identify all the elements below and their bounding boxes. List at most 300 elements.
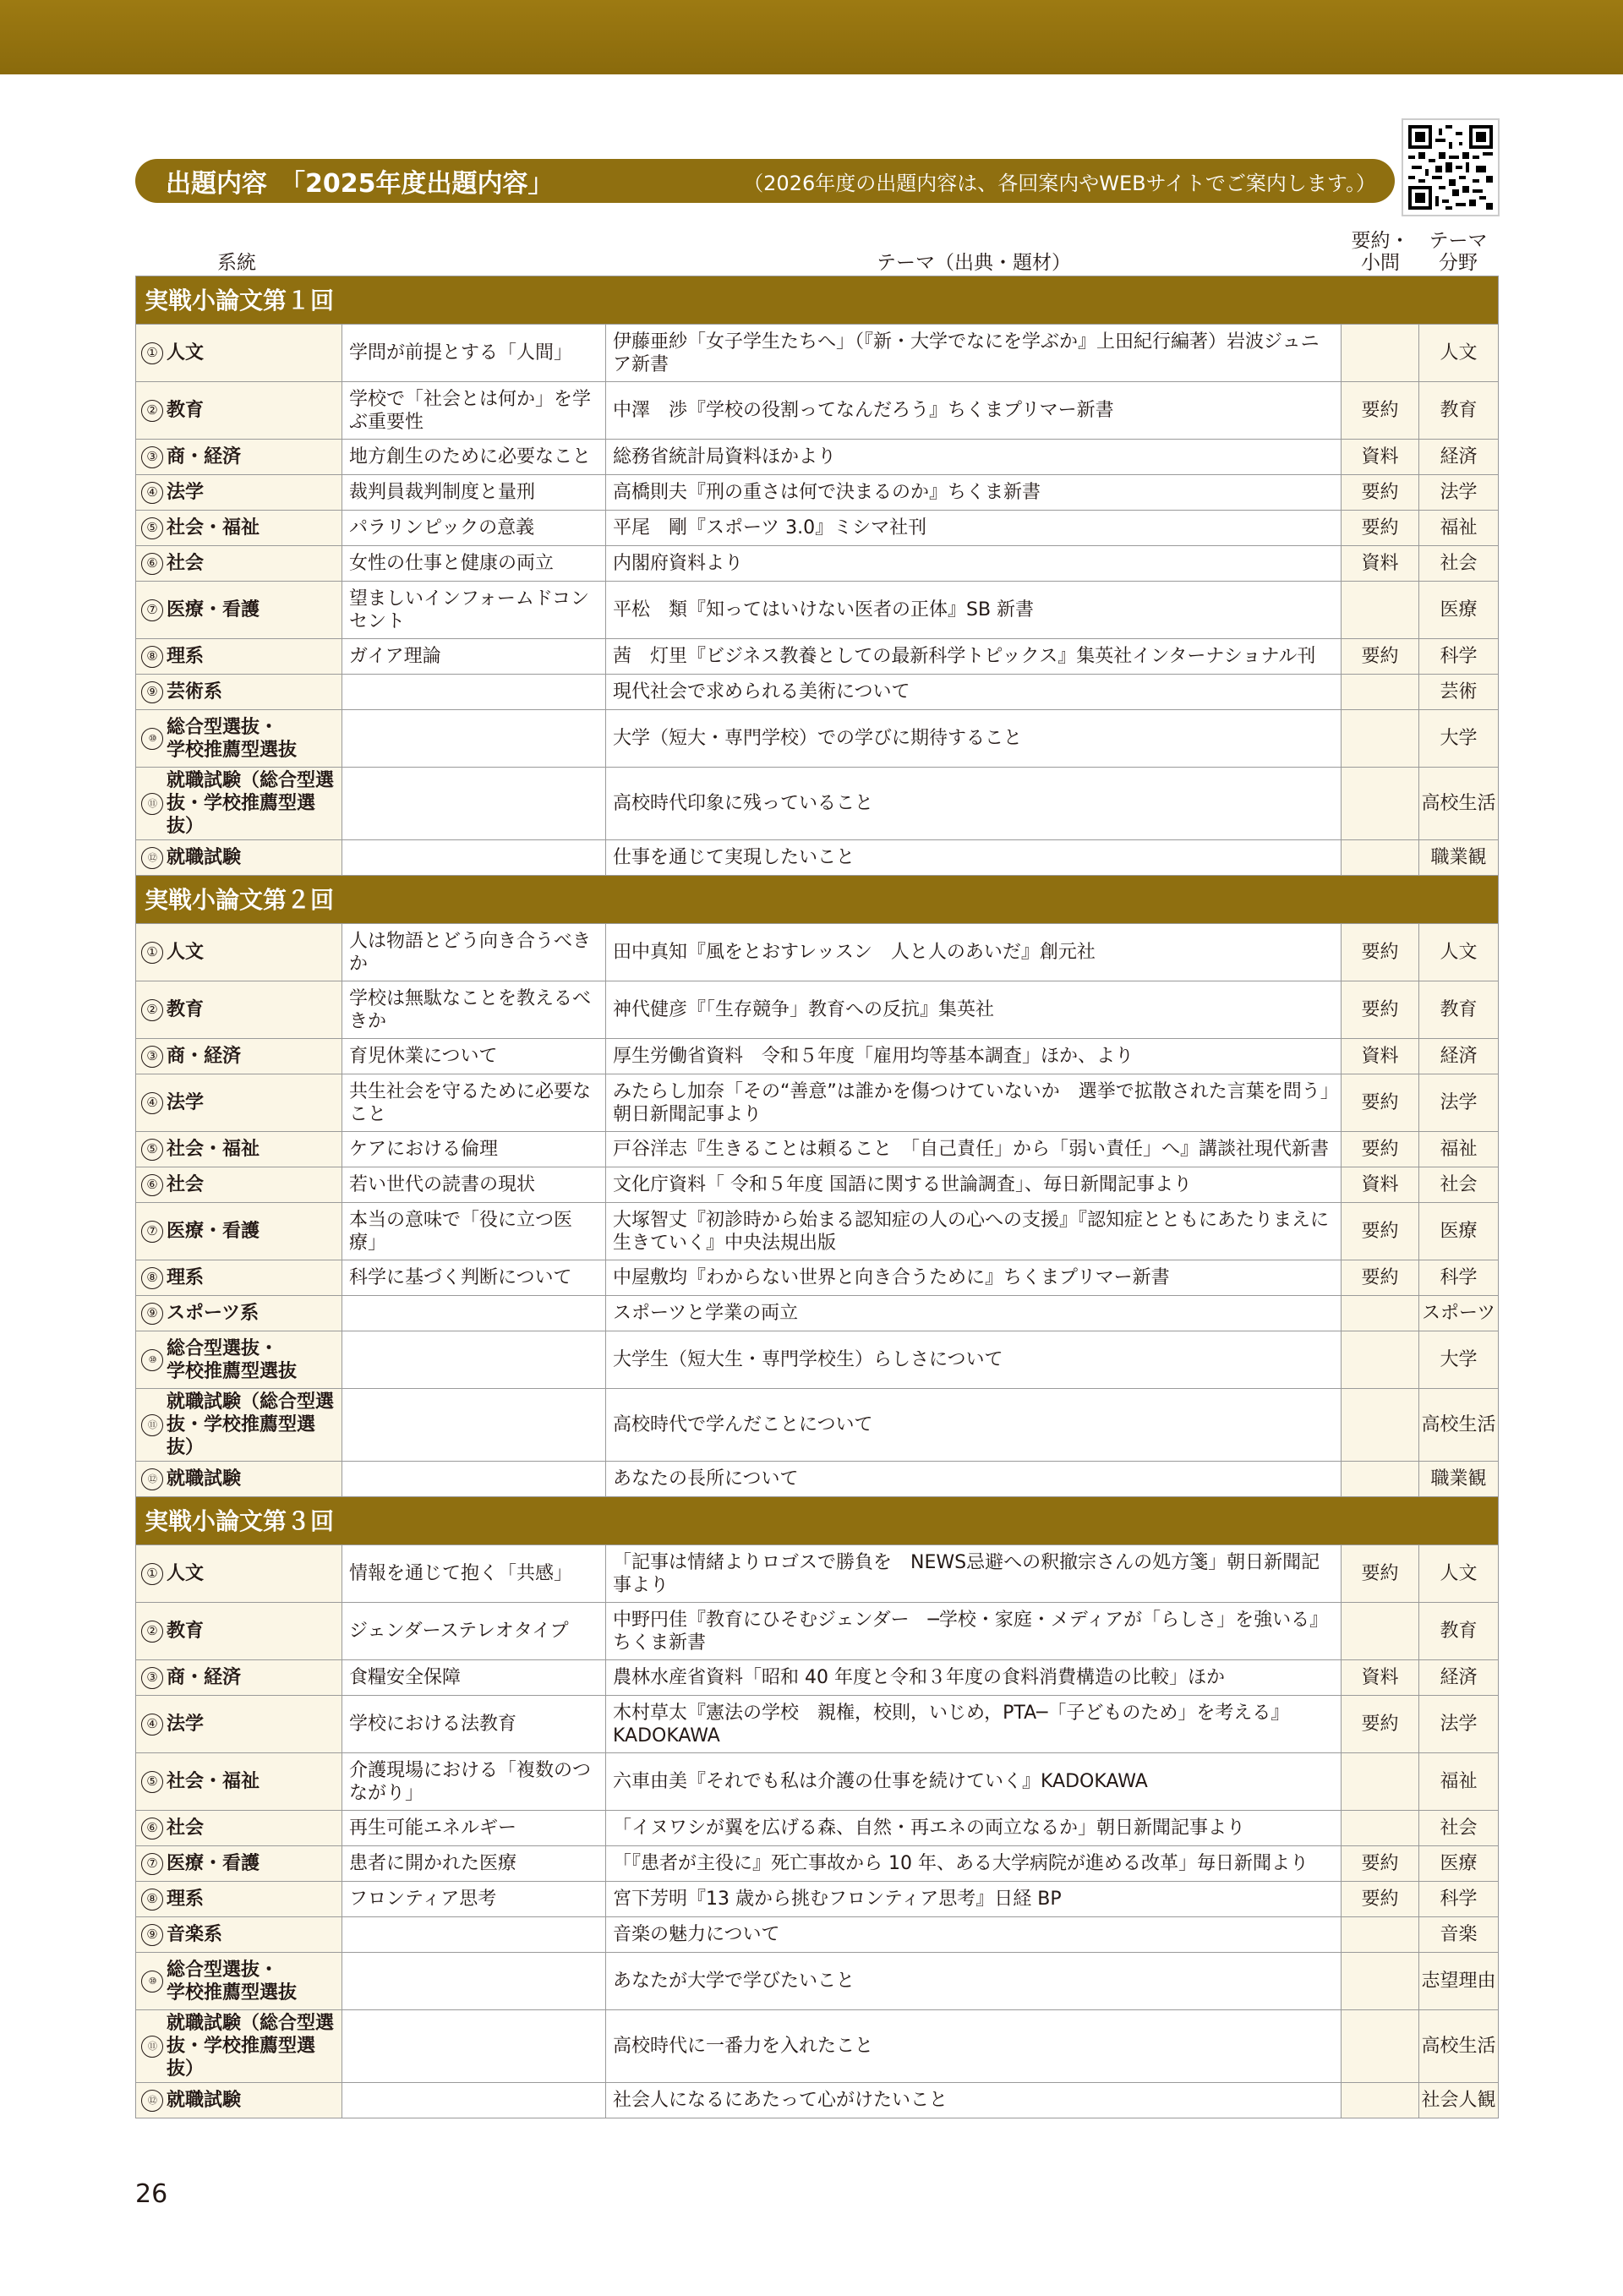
table-row: [136, 1331, 1499, 1389]
question-type-cell: [1342, 1462, 1419, 1497]
subtopic-cell: [342, 1331, 606, 1389]
table-row: [136, 1389, 1499, 1462]
question-type-cell: 要約: [1342, 1696, 1419, 1753]
question-type-cell: 要約: [1342, 1203, 1419, 1260]
table-row: [136, 382, 1499, 440]
subtopic-cell: 望ましいインフォームドコンセント: [342, 582, 606, 639]
subtopic-cell: 再生可能エネルギー: [342, 1811, 606, 1846]
theme-source-cell: 高校時代印象に残っていること: [606, 768, 1342, 840]
theme-field-cell: 社会: [1419, 1811, 1499, 1846]
table-row: [136, 1696, 1499, 1753]
subtopic-cell: 患者に開かれた医療: [342, 1846, 606, 1882]
theme-field-cell: 福祉: [1419, 1753, 1499, 1811]
table-row: [136, 840, 1499, 876]
subtopic-cell: 若い世代の読書の現状: [342, 1167, 606, 1203]
table-row: [136, 582, 1499, 639]
category-cell: [136, 710, 342, 768]
theme-field-cell: 医療: [1419, 1203, 1499, 1260]
category-cell: [136, 1953, 342, 2010]
page-note: （2026年度の出題内容は、各回案内やWEBサイトでご案内します。）: [743, 171, 1376, 195]
row-number-badge: ⑤: [141, 1771, 163, 1793]
page-number: 26: [135, 2179, 168, 2209]
theme-field-cell: 職業観: [1419, 1462, 1499, 1497]
category-cell: [136, 1331, 342, 1389]
subtopic-cell: 本当の意味で「役に立つ医療」: [342, 1203, 606, 1260]
theme-source-cell: 農林水産省資料「昭和 40 年度と令和３年度の食料消費構造の比較」ほか: [606, 1660, 1342, 1696]
theme-field-cell: 職業観: [1419, 840, 1499, 876]
question-type-cell: [1342, 582, 1419, 639]
question-type-cell: 要約: [1342, 1132, 1419, 1167]
theme-source-cell: 平尾 剛『スポーツ 3.0』ミシマ社刊: [606, 511, 1342, 546]
row-number-badge: ⑫: [141, 847, 163, 869]
category-cell: [136, 1660, 342, 1696]
category-label: 商・経済: [167, 1667, 242, 1688]
category-cell: [136, 2083, 342, 2118]
question-type-cell: [1342, 1753, 1419, 1811]
table-row: [136, 1953, 1499, 2010]
category-label: 芸術系: [167, 681, 223, 702]
category-label: 教育: [167, 1621, 205, 1642]
table-row: [136, 1882, 1499, 1917]
theme-field-cell: 高校生活: [1419, 1389, 1499, 1462]
subtopic-cell: 学校は無駄なことを教えるべきか: [342, 981, 606, 1039]
theme-source-cell: 高橋則夫『刑の重さは何で決まるのか』ちくま新書: [606, 475, 1342, 511]
category-cell: [136, 1260, 342, 1296]
question-type-cell: 要約: [1342, 1545, 1419, 1603]
category-label: 総合型選抜・ 学校推薦型選抜: [167, 1959, 298, 2004]
subtopic-cell: 地方創生のために必要なこと: [342, 440, 606, 475]
top-color-band: [0, 0, 1623, 74]
row-number-badge: ⑩: [141, 1971, 163, 1993]
question-type-cell: [1342, 2083, 1419, 2118]
theme-field-cell: スポーツ: [1419, 1296, 1499, 1331]
subtopic-cell: 人は物語とどう向き合うべきか: [342, 924, 606, 981]
question-type-cell: [1342, 840, 1419, 876]
theme-field-cell: 科学: [1419, 639, 1499, 675]
theme-field-cell: 教育: [1419, 1603, 1499, 1660]
theme-source-cell: 「イヌワシが翼を広げる森、自然・再エネの両立なるか」朝日新聞記事より: [606, 1811, 1342, 1846]
category-label: 人文: [167, 1563, 205, 1584]
row-number-badge: ⑩: [141, 1349, 163, 1371]
row-number-badge: ②: [141, 1621, 163, 1643]
theme-source-cell: 厚生労働省資料 令和５年度「雇用均等基本調査」ほか、より: [606, 1039, 1342, 1074]
row-number-badge: ⑦: [141, 1221, 163, 1243]
question-type-cell: [1342, 1811, 1419, 1846]
table-row: [136, 1462, 1499, 1497]
theme-source-cell: 中野円佳『教育にひそむジェンダー ─学校・家庭・メディアが「らしさ」を強いる』ちくま新書: [606, 1603, 1342, 1660]
category-label: スポーツ系: [167, 1303, 260, 1324]
question-type-cell: 要約: [1342, 1074, 1419, 1132]
category-label: 音楽系: [167, 1924, 223, 1945]
subtopic-cell: 裁判員裁判制度と量刑: [342, 475, 606, 511]
theme-field-cell: 福祉: [1419, 1132, 1499, 1167]
category-cell: [136, 1132, 342, 1167]
theme-field-cell: 科学: [1419, 1882, 1499, 1917]
table-row: [136, 1203, 1499, 1260]
category-label: 理系: [167, 646, 205, 667]
category-cell: [136, 546, 342, 582]
theme-source-cell: 「記事は情緒よりロゴスで勝負を NEWS忌避への釈撤宗さんの処方箋」朝日新聞記事より: [606, 1545, 1342, 1603]
theme-field-cell: 法学: [1419, 1074, 1499, 1132]
row-number-badge: ①: [141, 342, 163, 364]
subtopic-cell: [342, 2083, 606, 2118]
row-number-badge: ⑥: [141, 1174, 163, 1196]
column-header-field: [1418, 227, 1498, 274]
theme-source-cell: 大学（短大・専門学校）での学びに期待すること: [606, 710, 1342, 768]
category-cell: [136, 511, 342, 546]
theme-source-cell: 六車由美『それでも私は介護の仕事を続けていく』KADOKAWA: [606, 1753, 1342, 1811]
theme-source-cell: 戸谷洋志『生きることは頼ること 「自己責任」から「弱い責任」へ』講談社現代新書: [606, 1132, 1342, 1167]
theme-source-cell: 大学生（短大生・専門学校生）らしさについて: [606, 1331, 1342, 1389]
category-cell: [136, 924, 342, 981]
question-type-cell: [1342, 768, 1419, 840]
category-label: 理系: [167, 1889, 205, 1910]
theme-source-cell: スポーツと学業の両立: [606, 1296, 1342, 1331]
column-header-field-label: テーマ 分野: [1429, 230, 1488, 274]
category-cell: [136, 1039, 342, 1074]
table-row: [136, 710, 1499, 768]
category-cell: [136, 1203, 342, 1260]
category-cell: [136, 582, 342, 639]
subtopic-cell: 情報を通じて抱く「共感」: [342, 1545, 606, 1603]
column-header-system-label: 系統: [217, 252, 256, 274]
table-row: [136, 1811, 1499, 1846]
theme-source-cell: 神代健彦『「生存競争」教育への反抗』集英社: [606, 981, 1342, 1039]
theme-field-cell: 大学: [1419, 1331, 1499, 1389]
subtopic-cell: 食糧安全保障: [342, 1660, 606, 1696]
table-row: [136, 475, 1499, 511]
section-title: 実戦小論文第１回: [136, 276, 1499, 325]
table-row: [136, 1132, 1499, 1167]
theme-field-cell: 人文: [1419, 1545, 1499, 1603]
subtopic-cell: [342, 2010, 606, 2083]
subtopic-cell: 学校で「社会とは何か」を学ぶ重要性: [342, 382, 606, 440]
theme-field-cell: 経済: [1419, 1039, 1499, 1074]
category-cell: [136, 1074, 342, 1132]
category-cell: [136, 981, 342, 1039]
row-number-badge: ⑪: [141, 2036, 163, 2058]
row-number-badge: ⑤: [141, 517, 163, 539]
category-cell: [136, 440, 342, 475]
row-number-badge: ⑧: [141, 1267, 163, 1289]
row-number-badge: ④: [141, 1092, 163, 1114]
row-number-badge: ⑫: [141, 1468, 163, 1490]
category-label: 法学: [167, 482, 205, 503]
category-label: 社会: [167, 553, 205, 574]
category-cell: [136, 1603, 342, 1660]
section-header-row: [136, 1497, 1499, 1545]
row-number-badge: ⑫: [141, 2090, 163, 2112]
theme-field-cell: 人文: [1419, 924, 1499, 981]
category-label: 人文: [167, 942, 205, 963]
question-type-cell: 要約: [1342, 475, 1419, 511]
category-cell: [136, 1696, 342, 1753]
theme-source-cell: 大塚智丈『初診時から始まる認知症の人の心への支援』『認知症とともにあたりまえに生きていく』中央法規出版: [606, 1203, 1342, 1260]
table-row: [136, 1917, 1499, 1953]
table-row: [136, 440, 1499, 475]
column-header-theme-label: テーマ（出典・題材）: [877, 252, 1071, 274]
exam-content-table: [135, 276, 1499, 2118]
section-title: 実戦小論文第２回: [136, 876, 1499, 924]
category-cell: [136, 1545, 342, 1603]
table-row: [136, 981, 1499, 1039]
question-type-cell: [1342, 1389, 1419, 1462]
table-row: [136, 2010, 1499, 2083]
question-type-cell: 資料: [1342, 440, 1419, 475]
question-type-cell: 資料: [1342, 1660, 1419, 1696]
category-cell: [136, 639, 342, 675]
theme-source-cell: 宮下芳明『13 歳から挑むフロンティア思考』日経 BP: [606, 1882, 1342, 1917]
category-cell: [136, 1389, 342, 1462]
category-cell: [136, 1811, 342, 1846]
theme-field-cell: 高校生活: [1419, 768, 1499, 840]
row-number-badge: ⑪: [141, 1414, 163, 1436]
question-type-cell: [1342, 710, 1419, 768]
category-cell: [136, 768, 342, 840]
question-type-cell: 要約: [1342, 639, 1419, 675]
table-row: [136, 1296, 1499, 1331]
row-number-badge: ①: [141, 942, 163, 964]
row-number-badge: ⑦: [141, 1853, 163, 1875]
category-cell: [136, 1917, 342, 1953]
category-label: 社会: [167, 1174, 205, 1195]
row-number-badge: ⑨: [141, 1924, 163, 1946]
category-cell: [136, 1296, 342, 1331]
row-number-badge: ⑪: [141, 793, 163, 815]
row-number-badge: ⑥: [141, 1818, 163, 1840]
question-type-cell: [1342, 675, 1419, 710]
row-number-badge: ⑨: [141, 1303, 163, 1325]
theme-field-cell: 教育: [1419, 382, 1499, 440]
theme-field-cell: 志望理由: [1419, 1953, 1499, 2010]
question-type-cell: [1342, 2010, 1419, 2083]
table-row: [136, 1167, 1499, 1203]
category-label: 社会: [167, 1818, 205, 1839]
theme-source-cell: 中澤 渉『学校の役割ってなんだろう』ちくまプリマー新書: [606, 382, 1342, 440]
theme-field-cell: 教育: [1419, 981, 1499, 1039]
page-title: 出題内容 「2025年度出題内容」: [166, 169, 554, 199]
table-row: [136, 546, 1499, 582]
question-type-cell: [1342, 1603, 1419, 1660]
theme-source-cell: 伊藤亜紗「女子学生たちへ」（『新・大学でなにを学ぶか』上田紀行編著）岩波ジュニア新書: [606, 325, 1342, 382]
category-label: 商・経済: [167, 1046, 242, 1067]
table-row: [136, 768, 1499, 840]
subtopic-cell: ケアにおける倫理: [342, 1132, 606, 1167]
qr-code-icon[interactable]: [1402, 118, 1500, 216]
subtopic-cell: [342, 1917, 606, 1953]
row-number-badge: ⑨: [141, 681, 163, 703]
section-heading-bar: [135, 159, 1395, 203]
theme-source-cell: 音楽の魅力について: [606, 1917, 1342, 1953]
question-type-cell: [1342, 325, 1419, 382]
theme-source-cell: あなたが大学で学びたいこと: [606, 1953, 1342, 2010]
table-row: [136, 1545, 1499, 1603]
table-row: [136, 639, 1499, 675]
theme-source-cell: 中屋敷均『わからない世界と向き合うために』ちくまプリマー新書: [606, 1260, 1342, 1296]
category-label: 社会・福祉: [167, 517, 260, 538]
subtopic-cell: [342, 710, 606, 768]
category-label: 総合型選抜・ 学校推薦型選抜: [167, 1337, 298, 1382]
question-type-cell: 資料: [1342, 1167, 1419, 1203]
theme-source-cell: 高校時代で学んだことについて: [606, 1389, 1342, 1462]
category-cell: [136, 1462, 342, 1497]
table-row: [136, 1074, 1499, 1132]
subtopic-cell: [342, 675, 606, 710]
question-type-cell: 要約: [1342, 511, 1419, 546]
question-type-cell: [1342, 1953, 1419, 2010]
category-label: 医療・看護: [167, 599, 260, 620]
row-number-badge: ⑧: [141, 646, 163, 668]
theme-source-cell: 高校時代に一番力を入れたこと: [606, 2010, 1342, 2083]
table-row: [136, 1039, 1499, 1074]
theme-field-cell: 高校生活: [1419, 2010, 1499, 2083]
category-cell: [136, 1882, 342, 1917]
subtopic-cell: 育児休業について: [342, 1039, 606, 1074]
subtopic-cell: 学校における法教育: [342, 1696, 606, 1753]
subtopic-cell: [342, 1462, 606, 1497]
theme-source-cell: 田中真知『風をとおすレッスン 人と人のあいだ』創元社: [606, 924, 1342, 981]
column-header-theme: [602, 227, 1346, 274]
subtopic-cell: 学問が前提とする「人間」: [342, 325, 606, 382]
category-cell: [136, 2010, 342, 2083]
row-number-badge: ⑩: [141, 728, 163, 750]
table-row: [136, 1660, 1499, 1696]
section-title: 実戦小論文第３回: [136, 1497, 1499, 1545]
section-header-row: [136, 876, 1499, 924]
row-number-badge: ①: [141, 1563, 163, 1585]
theme-source-cell: あなたの長所について: [606, 1462, 1342, 1497]
question-type-cell: 要約: [1342, 1882, 1419, 1917]
table-row: [136, 675, 1499, 710]
theme-field-cell: 法学: [1419, 1696, 1499, 1753]
question-type-cell: 要約: [1342, 1260, 1419, 1296]
category-cell: [136, 1846, 342, 1882]
subtopic-cell: [342, 768, 606, 840]
row-number-badge: ⑥: [141, 553, 163, 575]
category-cell: [136, 1167, 342, 1203]
row-number-badge: ②: [141, 400, 163, 422]
table-row: [136, 1846, 1499, 1882]
table-row: [136, 924, 1499, 981]
theme-field-cell: 経済: [1419, 1660, 1499, 1696]
column-header-type: [1342, 227, 1418, 274]
theme-field-cell: 法学: [1419, 475, 1499, 511]
category-label: 医療・看護: [167, 1221, 260, 1242]
subtopic-cell: パラリンピックの意義: [342, 511, 606, 546]
row-number-badge: ③: [141, 1667, 163, 1689]
category-label: 教育: [167, 400, 205, 421]
table-row: [136, 2083, 1499, 2118]
theme-source-cell: 現代社会で求められる美術について: [606, 675, 1342, 710]
theme-source-cell: 文化庁資料「 令和５年度 国語に関する世論調査」、毎日新聞記事より: [606, 1167, 1342, 1203]
question-type-cell: [1342, 1296, 1419, 1331]
subtopic-cell: [342, 1389, 606, 1462]
question-type-cell: 資料: [1342, 546, 1419, 582]
theme-field-cell: 芸術: [1419, 675, 1499, 710]
theme-source-cell: 平松 類『知ってはいけない医者の正体』SB 新書: [606, 582, 1342, 639]
theme-field-cell: 福祉: [1419, 511, 1499, 546]
category-label: 法学: [167, 1092, 205, 1113]
subtopic-cell: フロンティア思考: [342, 1882, 606, 1917]
category-label: 商・経済: [167, 446, 242, 467]
category-cell: [136, 325, 342, 382]
table-row: [136, 1260, 1499, 1296]
category-label: 医療・看護: [167, 1853, 260, 1874]
category-label: 人文: [167, 342, 205, 364]
table-row: [136, 511, 1499, 546]
theme-source-cell: 内閣府資料より: [606, 546, 1342, 582]
category-label: 就職試験: [167, 847, 242, 868]
category-cell: [136, 382, 342, 440]
category-label: 就職試験: [167, 1468, 242, 1490]
question-type-cell: 要約: [1342, 1846, 1419, 1882]
category-label: 社会・福祉: [167, 1139, 260, 1160]
subtopic-cell: 女性の仕事と健康の両立: [342, 546, 606, 582]
theme-field-cell: 科学: [1419, 1260, 1499, 1296]
theme-source-cell: 木村草太『憲法の学校 親権，校則，いじめ，PTA─「子どものため」を考える』KADOKAWA: [606, 1696, 1342, 1753]
question-type-cell: 資料: [1342, 1039, 1419, 1074]
subtopic-cell: ガイア理論: [342, 639, 606, 675]
table-row: [136, 1753, 1499, 1811]
row-number-badge: ⑤: [141, 1139, 163, 1161]
row-number-badge: ③: [141, 446, 163, 468]
theme-source-cell: 総務省統計局資料ほかより: [606, 440, 1342, 475]
row-number-badge: ③: [141, 1046, 163, 1068]
column-header-system: [135, 227, 338, 274]
category-label: 就職試験: [167, 2090, 242, 2111]
category-label: 就職試験（総合型選 抜・学校推薦型選抜）: [167, 2013, 335, 2080]
question-type-cell: 要約: [1342, 924, 1419, 981]
question-type-cell: [1342, 1917, 1419, 1953]
theme-source-cell: 「『患者が主役に』死亡事故から 10 年、ある大学病院が進める改革」毎日新聞より: [606, 1846, 1342, 1882]
row-number-badge: ④: [141, 482, 163, 504]
theme-field-cell: 医療: [1419, 582, 1499, 639]
row-number-badge: ⑧: [141, 1889, 163, 1911]
row-number-badge: ④: [141, 1714, 163, 1736]
theme-field-cell: 大学: [1419, 710, 1499, 768]
category-label: 法学: [167, 1714, 205, 1735]
theme-field-cell: 社会: [1419, 1167, 1499, 1203]
theme-field-cell: 医療: [1419, 1846, 1499, 1882]
category-label: 就職試験（総合型選 抜・学校推薦型選抜）: [167, 1391, 335, 1458]
category-cell: [136, 675, 342, 710]
category-label: 就職試験（総合型選 抜・学校推薦型選抜）: [167, 770, 335, 837]
question-type-cell: [1342, 1331, 1419, 1389]
category-label: 総合型選抜・ 学校推薦型選抜: [167, 716, 298, 761]
theme-field-cell: 社会人観: [1419, 2083, 1499, 2118]
subtopic-cell: ジェンダーステレオタイプ: [342, 1603, 606, 1660]
subtopic-cell: 科学に基づく判断について: [342, 1260, 606, 1296]
table-row: [136, 1603, 1499, 1660]
subtopic-cell: 共生社会を守るために必要なこと: [342, 1074, 606, 1132]
subtopic-cell: 介護現場における「複数のつながり」: [342, 1753, 606, 1811]
theme-source-cell: 仕事を通じて実現したいこと: [606, 840, 1342, 876]
row-number-badge: ②: [141, 999, 163, 1021]
question-type-cell: 要約: [1342, 981, 1419, 1039]
subtopic-cell: [342, 840, 606, 876]
question-type-cell: 要約: [1342, 382, 1419, 440]
theme-field-cell: 音楽: [1419, 1917, 1499, 1953]
theme-field-cell: 社会: [1419, 546, 1499, 582]
category-cell: [136, 840, 342, 876]
row-number-badge: ⑦: [141, 599, 163, 621]
column-header-type-label: 要約・ 小問: [1351, 230, 1410, 274]
category-label: 教育: [167, 999, 205, 1020]
category-cell: [136, 1753, 342, 1811]
theme-source-cell: みたらし加奈「その“善意”は誰かを傷つけていないか 選挙で拡散された言葉を問う」朝日新聞記事より: [606, 1074, 1342, 1132]
subtopic-cell: [342, 1953, 606, 2010]
theme-source-cell: 茜 灯里『ビジネス教養としての最新科学トピックス』集英社インターナショナル刊: [606, 639, 1342, 675]
